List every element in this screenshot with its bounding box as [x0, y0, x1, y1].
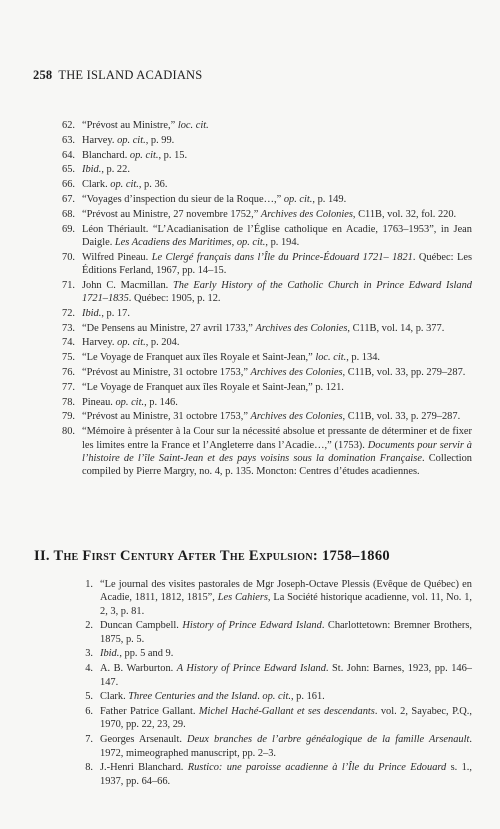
endnote-text: Léon Thériault. “L’Acadianisation de l’Église catholique en Acadie, 1763–1953”, in Jean Daigle. Les Acadiens des Maritimes, op. cit., p. 194. [82, 223, 472, 248]
endnote-number: 66. [62, 179, 75, 191]
endnote-number: 3. [85, 648, 93, 660]
endnote [0, 251, 500, 278]
endnote [0, 647, 500, 660]
endnote-text: “Voyages d’inspection du sieur de la Roque…,” op. cit., p. 149. [82, 193, 347, 205]
endnote-text: Ibid., p. 17. [82, 307, 130, 319]
endnote-text: Father Patrice Gallant. Michel Haché-Gallant et ses descendants. vol. 2, Sayabec, P.Q., 1970, pp. 22, 23, 29. [100, 706, 472, 731]
endnote-text: Harvey. op. cit., p. 99. [82, 134, 175, 146]
endnote [0, 119, 500, 132]
endnote-text: Ibid., p. 22. [82, 164, 130, 176]
endnote-text: “Le Voyage de Franquet aux îles Royale et Saint-Jean,” loc. cit., p. 134. [82, 352, 380, 364]
endnote-number: 78. [62, 396, 75, 408]
endnote [0, 193, 500, 206]
endnote [0, 381, 500, 394]
endnote [0, 425, 500, 478]
endnote [0, 134, 500, 147]
endnote [0, 396, 500, 409]
endnote [0, 619, 500, 646]
page-number: 258 [33, 68, 53, 82]
endnote-text: “Le Voyage de Franquet aux îles Royale et Saint-Jean,” p. 121. [82, 381, 344, 393]
endnote-number: 5. [85, 691, 93, 703]
endnote-text: “De Pensens au Ministre, 27 avril 1733,” Archives des Colonies, C11B, vol. 14, p. 377. [82, 322, 445, 334]
endnote-text: Duncan Campbell. History of Prince Edward Island. Charlottetown: Bremner Brothers, 1875, p. 5. [100, 620, 472, 645]
endnote [0, 578, 500, 618]
endnote-number: 62. [62, 120, 75, 131]
endnote [0, 366, 500, 379]
endnote [0, 336, 500, 349]
endnote-text: “Le journal des visites pastorales de Mgr Joseph-Octave Plessis (Evêque de Québec) en Acadie, 1811, 1812, 1815”, Les Cahiers, La Société historique acadienne, vol. 11, No. 1, 2, 3, p. 81. [100, 579, 472, 617]
endnote-number: 68. [62, 208, 75, 220]
endnote-text: J.-Henri Blanchard. Rustico: une paroisse acadienne à l’Île du Prince Edouard s. 1., 1937, pp. 64–66. [100, 762, 472, 787]
endnote [0, 149, 500, 162]
endnote-text: Ibid., pp. 5 and 9. [100, 648, 174, 660]
running-head [33, 68, 202, 83]
endnote [0, 662, 500, 689]
endnote-number: 76. [62, 367, 75, 379]
endnote [0, 733, 500, 760]
endnote-text: Pineau. op. cit., p. 146. [82, 396, 178, 408]
endnote-number: 7. [85, 734, 93, 746]
endnote [0, 761, 500, 788]
endnote [0, 322, 500, 335]
endnote-number: 6. [85, 706, 93, 718]
endnote-number: 74. [62, 337, 75, 349]
endnote [0, 410, 500, 423]
endnote-number: 4. [85, 663, 93, 675]
endnote [0, 163, 500, 176]
endnote-text: A. B. Warburton. A History of Prince Edward Island. St. John: Barnes, 1923, pp. 146–147. [100, 663, 472, 688]
endnote-text: “Prévost au Ministre,” loc. cit. [82, 120, 209, 131]
endnote-text: “Mémoire à présenter à la Cour sur la nécessité absolue et pressante de déterminer et de fixer les limites entre la France et l’Angleterre dans l’Acadie…,” (1753). Documents pour servir à l’histoire de l’île Saint-Jean et des pays voisins sous la domination Française. Collection compiled by Pierre Margry, no. 4, p. 135. Moncton: Centres d’études acadiennes. [82, 426, 473, 478]
endnote [0, 223, 500, 250]
endnote-text: Blanchard. op. cit., p. 15. [82, 149, 188, 161]
running-title: THE ISLAND ACADIANS [58, 68, 203, 82]
endnote-number: 8. [85, 762, 93, 774]
endnote-number: 69. [62, 223, 75, 235]
endnote-text: “Prévost au Ministre, 31 octobre 1753,” Archives des Colonies, C11B, vol. 33, pp. 279–287. [82, 367, 466, 379]
endnote-number: 1. [85, 579, 93, 590]
endnote [0, 307, 500, 320]
endnote-text: “Prévost au Ministre, 27 novembre 1752,” Archives des Colonies, C11B, vol. 32, fol. 220. [82, 208, 457, 220]
endnote [0, 208, 500, 221]
endnote-number: 80. [62, 426, 75, 438]
endnote-text: Wilfred Pineau. Le Clergé français dans l’Île du Prince-Édouard 1721– 1821. Québec: Les Éditions Ferland, 1967, pp. 14–15. [82, 251, 472, 276]
endnote-number: 75. [62, 352, 75, 364]
endnote-text: Clark. op. cit., p. 36. [82, 179, 168, 191]
endnote [0, 690, 500, 703]
endnote [0, 351, 500, 364]
endnote-number: 72. [62, 307, 75, 319]
endnote [0, 279, 500, 306]
section-heading: II. The First Century After The Expulsion: 1758–1860 [34, 548, 390, 564]
endnote-number: 64. [62, 149, 75, 161]
endnotes-list-chapter-i [0, 119, 500, 480]
endnote [0, 705, 500, 732]
endnote-number: 79. [62, 411, 75, 423]
endnotes-list-chapter-ii [0, 578, 500, 789]
endnote-number: 63. [62, 134, 75, 146]
endnote-number: 65. [62, 164, 75, 176]
endnote-number: 73. [62, 322, 75, 334]
endnote-text: Harvey. op. cit., p. 204. [82, 337, 180, 349]
endnote [0, 178, 500, 191]
endnote-number: 70. [62, 251, 75, 263]
endnote-text: John C. Macmillan. The Early History of the Catholic Church in Prince Edward Island 1721–1835. Québec: 1905, p. 12. [82, 279, 473, 305]
endnote-text: Georges Arsenault. Deux branches de l’arbre généalogique de la famille Arsenault. 1972, mimeographed manuscript, pp. 2–3. [100, 734, 472, 759]
endnote-text: Clark. Three Centuries and the Island. op. cit., p. 161. [100, 691, 325, 703]
endnote-number: 77. [62, 381, 75, 393]
endnote-text: “Prévost au Ministre, 31 octobre 1753,” Archives des Colonies, C11B, vol. 33, p. 279–287. [82, 411, 461, 423]
endnote-number: 67. [62, 193, 75, 205]
endnote-number: 2. [85, 620, 93, 632]
endnote-number: 71. [62, 279, 75, 291]
